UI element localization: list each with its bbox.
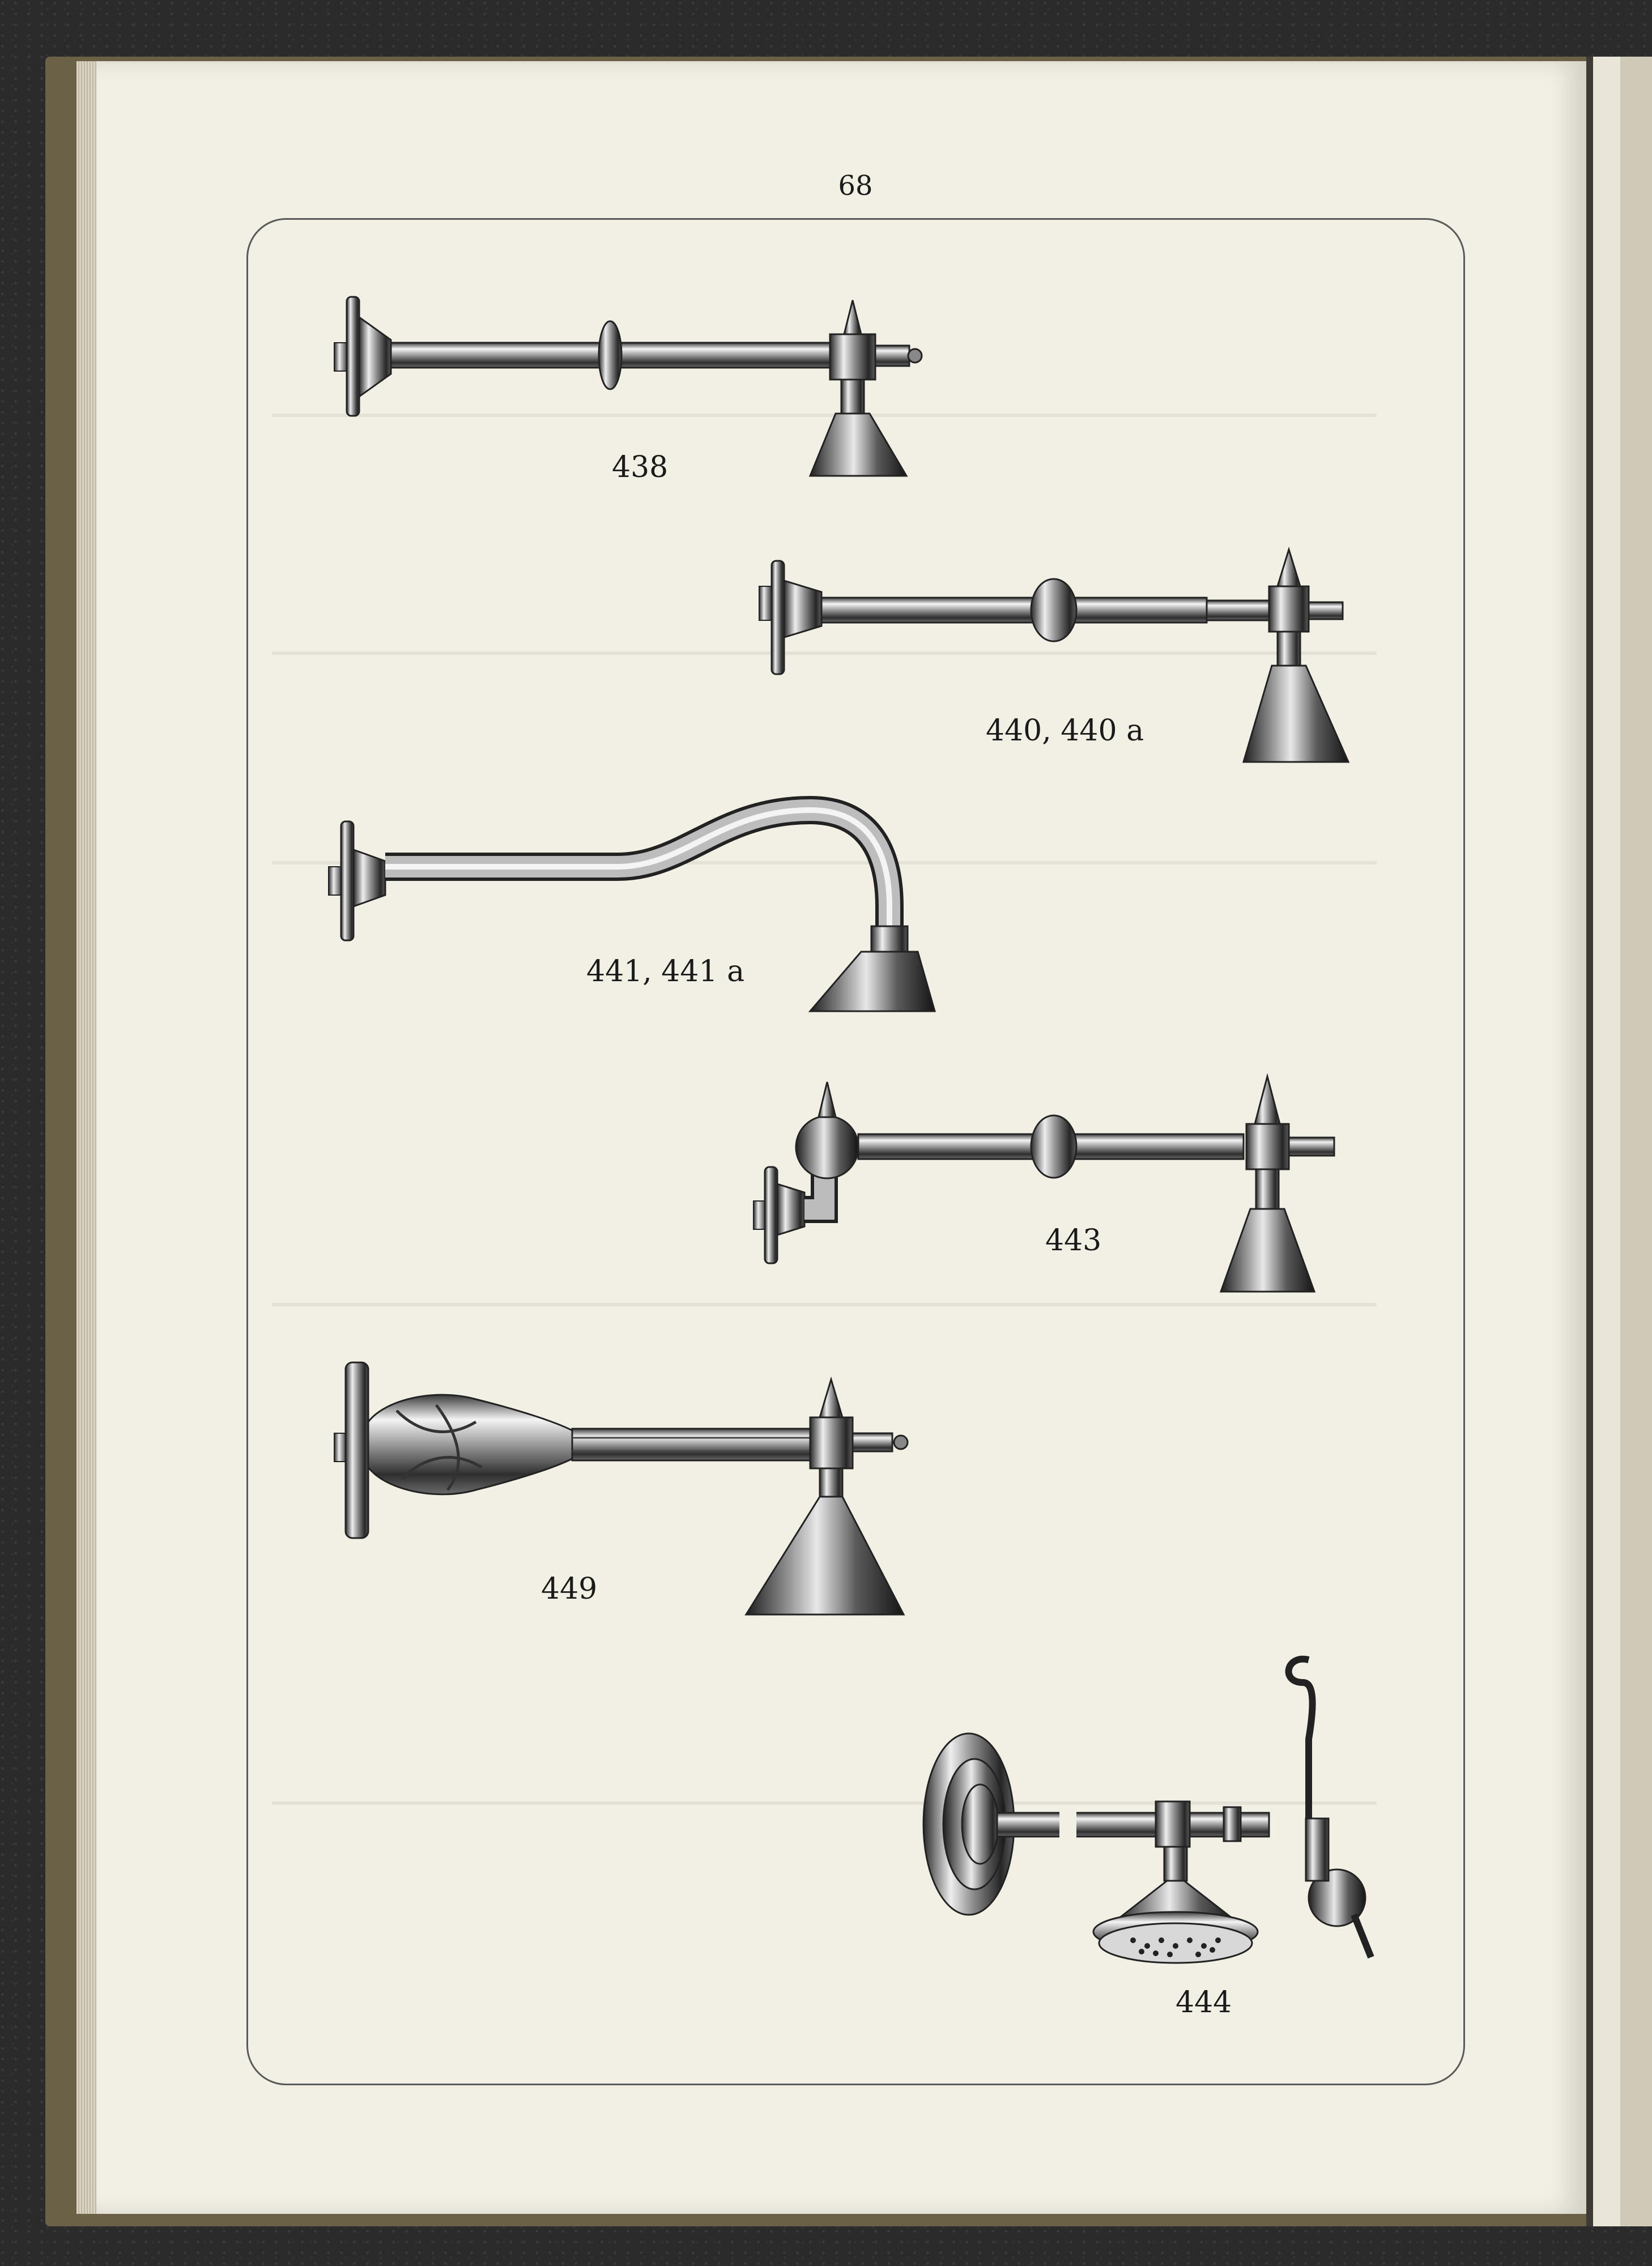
fixture-438: [329, 295, 952, 487]
item-number-label: 441, 441 a: [586, 955, 745, 989]
ornate-bracket-lamp-449-drawing: [334, 1354, 923, 1620]
fixture-440: [759, 552, 1382, 773]
item-number-label: 449: [541, 1572, 598, 1606]
page-stack-edges: [76, 61, 99, 2214]
item-number-label: 438: [612, 450, 669, 484]
page-number: 68: [838, 170, 873, 202]
item-number-label: 444: [1176, 1986, 1232, 2020]
bracket-lamp-443-drawing: [748, 1071, 1388, 1303]
facing-page-edge: [1586, 57, 1652, 2226]
fixture-441: [323, 793, 963, 1020]
item-number-label: 440, 440 a: [986, 714, 1144, 748]
fixture-443: [748, 1071, 1388, 1303]
shower-head-444-drawing: [918, 1649, 1388, 2034]
item-number-label: 443: [1045, 1224, 1102, 1258]
fixture-449: [334, 1354, 923, 1620]
fixture-444: [918, 1649, 1388, 2034]
